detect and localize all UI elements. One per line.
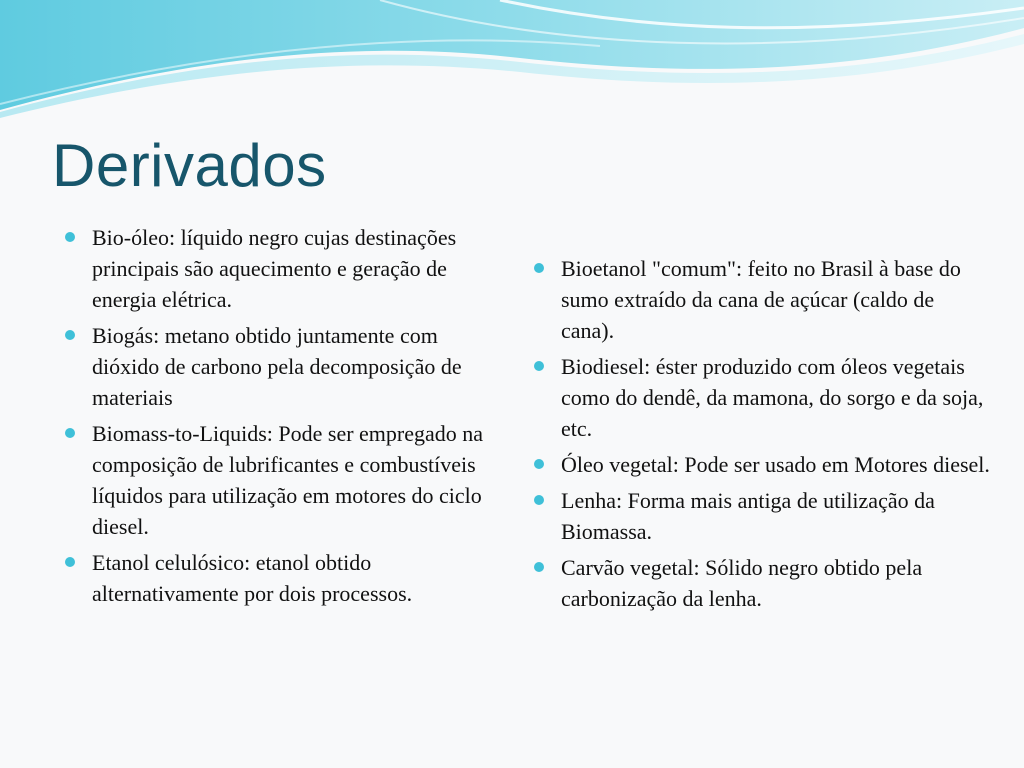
bullet-dot-icon — [534, 263, 544, 273]
bullet-text: Etanol celulósico: etanol obtido alternativamente por dois processos. — [92, 550, 413, 606]
bullet-dot-icon — [534, 562, 544, 572]
bullet-text: Óleo vegetal: Pode ser usado em Motores diesel. — [561, 452, 990, 477]
bullet-dot-icon — [65, 232, 75, 242]
bullet-dot-icon — [534, 459, 544, 469]
bullet-text: Biomass-to-Liquids: Pode ser empregado na composição de lubrificantes e combustíveis líquidos para utilização em motores do ciclo diesel. — [92, 421, 484, 539]
bullet-dot-icon — [534, 495, 544, 505]
list-item — [62, 222, 502, 315]
slide-title: Derivados — [52, 132, 327, 199]
bullet-text: Biodiesel: éster produzido com óleos vegetais como do dendê, da mamona, do sorgo e da soja, etc. — [561, 354, 984, 441]
right-bullet-list — [531, 253, 991, 619]
list-item — [531, 253, 991, 346]
bullet-text: Biogás: metano obtido juntamente com dióxido de carbono pela decomposição de materiais — [92, 323, 462, 410]
list-item — [62, 547, 502, 609]
bullet-dot-icon — [65, 428, 75, 438]
list-item — [531, 552, 991, 614]
bullet-dot-icon — [65, 557, 75, 567]
bullet-text: Lenha: Forma mais antiga de utilização da Biomassa. — [561, 488, 935, 544]
list-item — [62, 418, 502, 542]
list-item — [62, 320, 502, 413]
bullet-text: Carvão vegetal: Sólido negro obtido pela carbonização da lenha. — [561, 555, 923, 611]
list-item — [531, 351, 991, 444]
bullet-dot-icon — [534, 361, 544, 371]
left-bullet-list — [62, 222, 502, 614]
list-item — [531, 449, 991, 480]
wave-header-decoration — [0, 0, 1024, 120]
bullet-text: Bioetanol "comum": feito no Brasil à base do sumo extraído da cana de açúcar (caldo de cana). — [561, 256, 961, 343]
bullet-dot-icon — [65, 330, 75, 340]
list-item — [531, 485, 991, 547]
bullet-text: Bio-óleo: líquido negro cujas destinações principais são aquecimento e geração de energia elétrica. — [92, 225, 457, 312]
